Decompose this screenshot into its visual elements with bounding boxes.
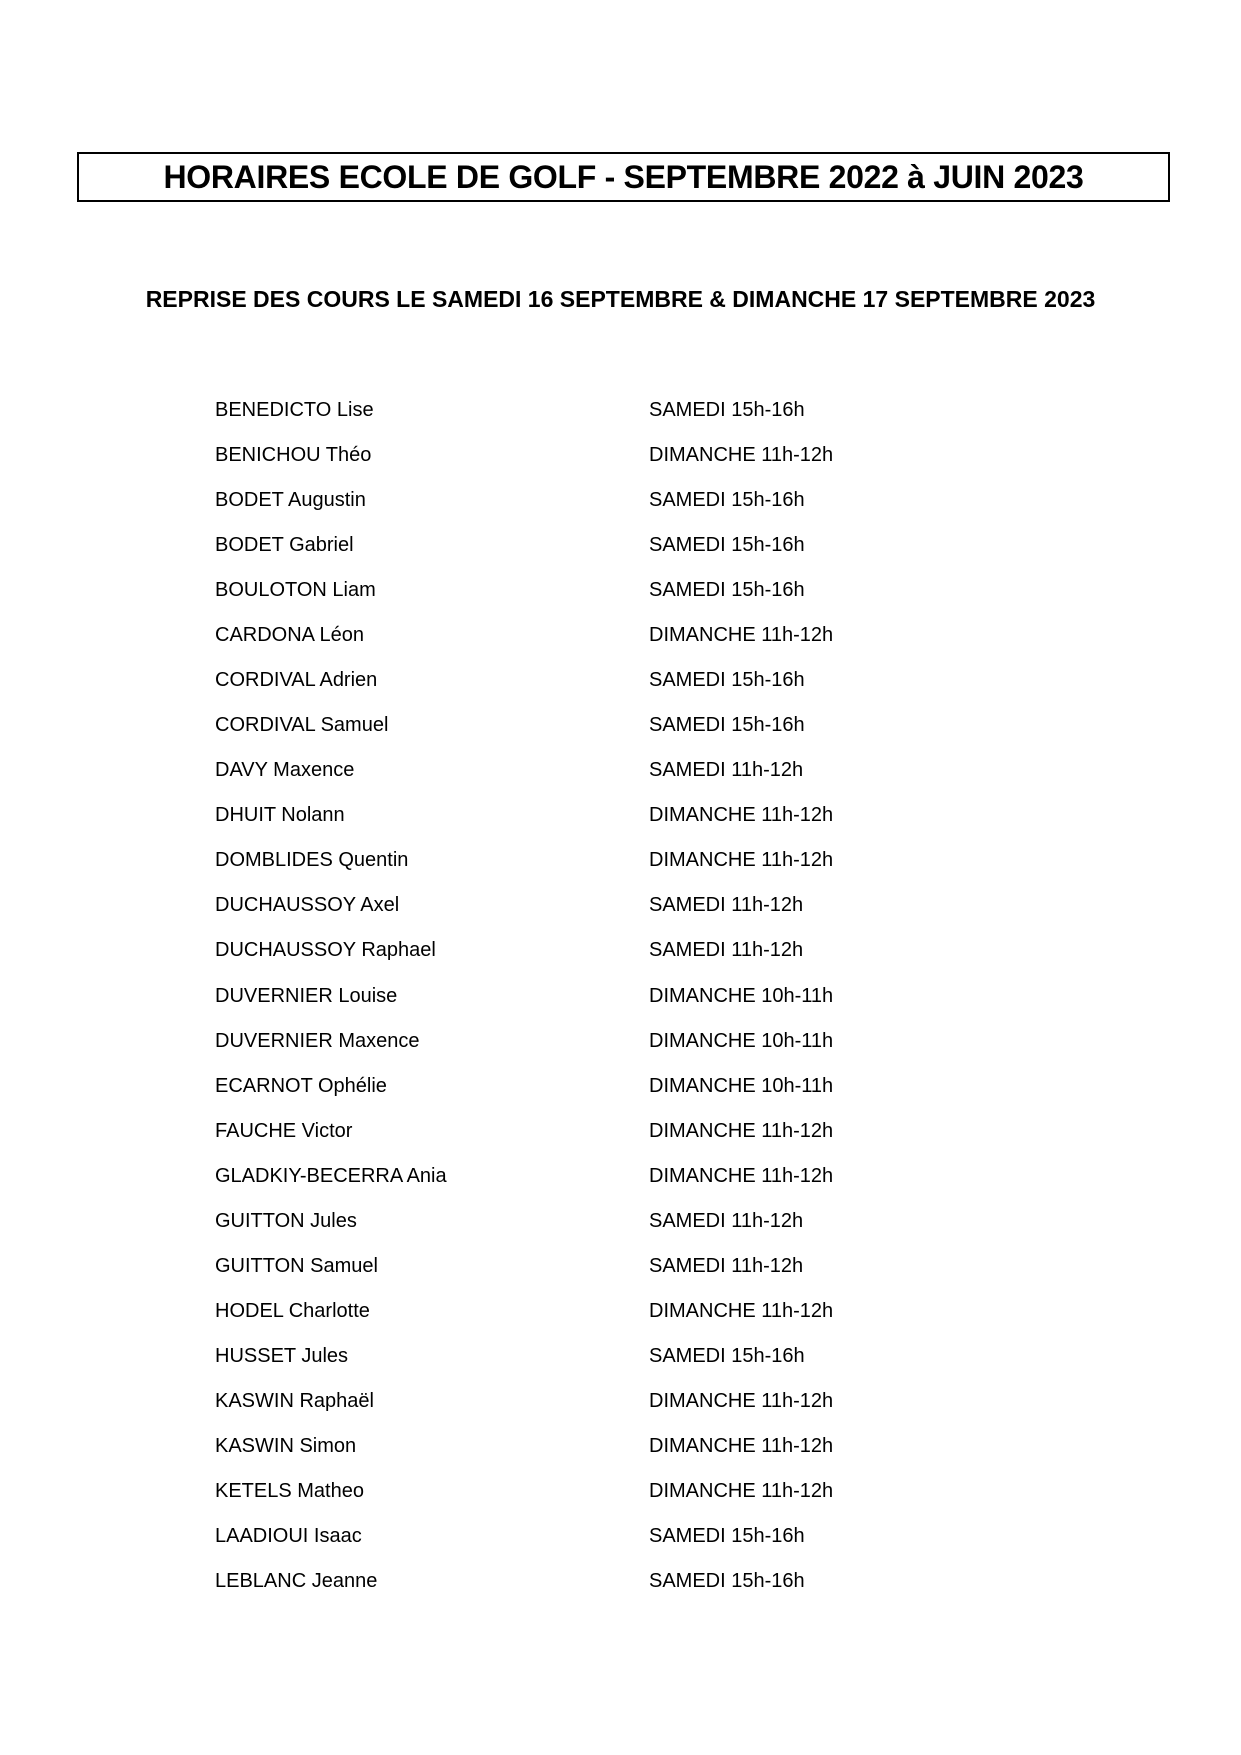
student-row [0,1161,1241,1191]
student-name: CORDIVAL Samuel [215,714,389,737]
student-name: LAADIOUI Isaac [215,1525,362,1547]
student-name: DUCHAUSSOY Raphael [215,939,436,962]
student-row [0,935,1241,965]
student-time-slot: DIMANCHE 10h-11h [649,1029,834,1052]
student-time-slot: DIMANCHE 11h-12h [649,1389,834,1412]
student-name: DOMBLIDES Quentin [215,849,409,872]
page-title: HORAIRES ECOLE DE GOLF - SEPTEMBRE 2022 à JUIN 2023 [163,158,1084,195]
student-row [0,845,1241,875]
student-time-slot: SAMEDI 15h-16h [649,399,805,421]
student-name: BOULOTON Liam [215,579,376,602]
student-time-slot: SAMEDI 11h-12h [649,759,804,782]
student-name: DAVY Maxence [215,759,355,782]
student-name: BENEDICTO Lise [215,399,374,421]
student-row [0,981,1241,1011]
student-time-slot: SAMEDI 11h-12h [649,1254,804,1277]
student-name: CORDIVAL Adrien [215,669,378,692]
student-row [0,1071,1241,1101]
title-box [77,152,1170,202]
student-name: ECARNOT Ophélie [215,1074,387,1097]
student-row [0,890,1241,920]
student-time-slot: DIMANCHE 11h-12h [649,1164,834,1187]
student-name: CARDONA Léon [215,624,364,647]
student-name: FAUCHE Victor [215,1119,353,1142]
student-name: DUVERNIER Maxence [215,1029,420,1052]
student-name: HUSSET Jules [215,1344,349,1367]
student-row [0,1296,1241,1326]
student-row [0,1476,1241,1506]
page-subtitle: REPRISE DES COURS LE SAMEDI 16 SEPTEMBRE & DIMANCHE 17 SEPTEMBRE 2023 [145,286,1096,312]
student-name: GUITTON Samuel [215,1254,378,1277]
student-time-slot: SAMEDI 11h-12h [649,1209,804,1232]
student-time-slot: DIMANCHE 11h-12h [649,1299,834,1322]
student-row [0,1386,1241,1416]
student-time-slot: SAMEDI 15h-16h [649,579,805,602]
student-time-slot: SAMEDI 15h-16h [649,1344,805,1367]
student-name: DUVERNIER Louise [215,984,398,1007]
student-time-slot: SAMEDI 11h-12h [649,939,804,962]
student-time-slot: DIMANCHE 11h-12h [649,1119,834,1142]
student-name: KASWIN Simon [215,1434,357,1457]
student-name: GUITTON Jules [215,1209,357,1232]
student-time-slot: SAMEDI 11h-12h [649,894,804,917]
student-name: BODET Augustin [215,489,366,512]
student-time-slot: DIMANCHE 11h-12h [649,804,834,827]
student-time-slot: SAMEDI 15h-16h [649,669,805,692]
student-name: BODET Gabriel [215,534,354,557]
student-time-slot: DIMANCHE 11h-12h [649,1479,834,1502]
student-row [0,1116,1241,1146]
student-row [0,1566,1241,1596]
student-name: DHUIT Nolann [215,804,345,827]
student-time-slot: DIMANCHE 11h-12h [649,849,834,872]
student-row [0,575,1241,605]
student-time-slot: DIMANCHE 11h-12h [649,1434,834,1457]
student-row [0,1206,1241,1236]
student-time-slot: SAMEDI 15h-16h [649,534,805,557]
student-row [0,530,1241,560]
student-time-slot: SAMEDI 15h-16h [649,714,805,737]
student-time-slot: DIMANCHE 11h-12h [649,444,834,467]
student-name: BENICHOU Théo [215,444,372,467]
student-row [0,395,1241,425]
student-row [0,1431,1241,1461]
student-time-slot: DIMANCHE 11h-12h [649,624,834,647]
student-row [0,800,1241,830]
student-row [0,665,1241,695]
student-row [0,1341,1241,1371]
student-row [0,1521,1241,1551]
student-row [0,755,1241,785]
student-name: GLADKIY-BECERRA Ania [215,1164,447,1187]
student-row [0,710,1241,740]
student-time-slot: SAMEDI 15h-16h [649,1525,805,1547]
student-row [0,440,1241,470]
student-row [0,1251,1241,1281]
student-time-slot: DIMANCHE 10h-11h [649,984,834,1007]
student-time-slot: SAMEDI 15h-16h [649,1570,805,1593]
student-name: DUCHAUSSOY Axel [215,894,400,917]
student-row [0,1026,1241,1056]
student-time-slot: DIMANCHE 10h-11h [649,1074,834,1097]
student-time-slot: SAMEDI 15h-16h [649,489,805,512]
student-name: KASWIN Raphaël [215,1389,374,1412]
student-name: KETELS Matheo [215,1479,364,1502]
student-row [0,620,1241,650]
student-name: LEBLANC Jeanne [215,1570,378,1593]
student-name: HODEL Charlotte [215,1299,370,1322]
student-row [0,485,1241,515]
